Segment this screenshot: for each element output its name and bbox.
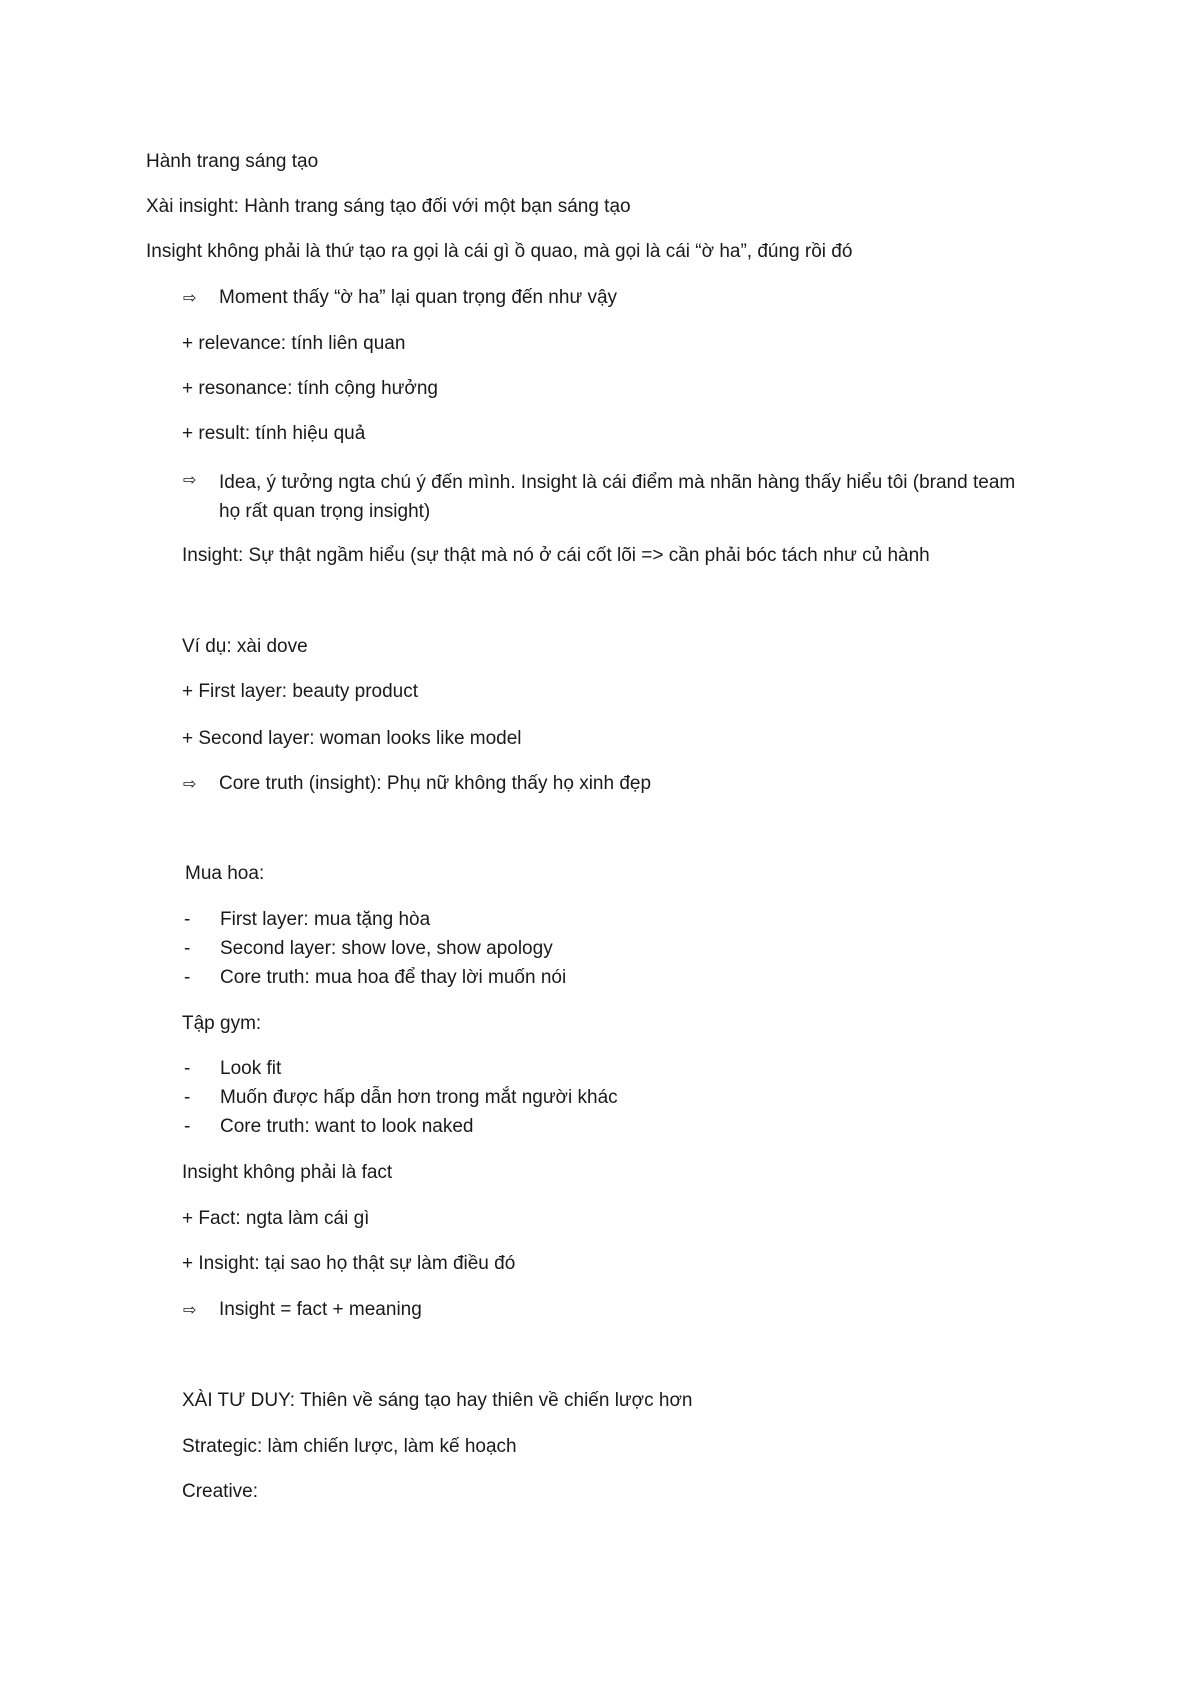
- arrow-right-icon: ⇨: [183, 288, 197, 307]
- dash-item-text: Core truth: mua hoa để thay lời muốn nói: [220, 967, 567, 988]
- text-line: Insight không phải là thứ tạo ra gọi là cái gì ồ quao, mà gọi là cái “ờ ha”, đúng rồi đó: [146, 241, 853, 262]
- dash-bullet: -: [184, 1087, 191, 1108]
- dash-bullet: -: [184, 1058, 191, 1079]
- arrow-item-text: Idea, ý tưởng ngta chú ý đến mình. Insight là cái điểm mà nhãn hàng thấy hiểu tôi (brand team họ rất quan trọng insight): [219, 472, 1016, 522]
- arrow-item-text: Insight = fact + meaning: [219, 1299, 422, 1320]
- text-line: + relevance: tính liên quan: [182, 333, 406, 354]
- text-line: Insight không phải là fact: [182, 1162, 393, 1183]
- text-line: + resonance: tính cộng hưởng: [182, 378, 438, 399]
- arrow-right-icon: ⇨: [183, 774, 197, 793]
- text-line: + First layer: beauty product: [182, 681, 419, 702]
- text-line: + result: tính hiệu quả: [182, 423, 366, 444]
- text-line: Ví dụ: xài dove: [182, 636, 308, 657]
- text-line: Tập gym:: [182, 1013, 262, 1034]
- dash-item-text: Muốn được hấp dẫn hơn trong mắt người khác: [220, 1087, 618, 1108]
- arrow-item-text: Core truth (insight): Phụ nữ không thấy họ xinh đẹp: [219, 773, 652, 794]
- arrow-item-text: Moment thấy “ờ ha” lại quan trọng đến như vậy: [219, 287, 618, 308]
- text-line: Insight: Sự thật ngầm hiểu (sự thật mà nó ở cái cốt lõi => cần phải bóc tách như củ hành: [182, 545, 930, 566]
- arrow-right-icon: ⇨: [183, 470, 197, 489]
- dash-item-text: Core truth: want to look naked: [220, 1116, 474, 1137]
- dash-item-text: Look fit: [220, 1058, 282, 1079]
- text-line: Mua hoa:: [185, 863, 265, 884]
- text-line: + Second layer: woman looks like model: [182, 728, 522, 749]
- text-line: Strategic: làm chiến lược, làm kế hoạch: [182, 1436, 517, 1457]
- text-line: + Insight: tại sao họ thật sự làm điều đó: [182, 1253, 516, 1274]
- text-line: Xài insight: Hành trang sáng tạo đối với một bạn sáng tạo: [146, 196, 631, 217]
- text-line: XÀI TƯ DUY: Thiên về sáng tạo hay thiên về chiến lược hơn: [182, 1390, 693, 1411]
- dash-bullet: -: [184, 938, 191, 959]
- dash-bullet: -: [184, 967, 191, 988]
- dash-item-text: Second layer: show love, show apology: [220, 938, 553, 959]
- arrow-right-icon: ⇨: [183, 1300, 197, 1319]
- text-line: + Fact: ngta làm cái gì: [182, 1208, 370, 1229]
- document-title: Hành trang sáng tạo: [146, 151, 319, 172]
- dash-bullet: -: [184, 909, 191, 930]
- text-line: Creative:: [182, 1481, 259, 1502]
- dash-bullet: -: [184, 1116, 191, 1137]
- dash-item-text: First layer: mua tặng hòa: [220, 909, 431, 930]
